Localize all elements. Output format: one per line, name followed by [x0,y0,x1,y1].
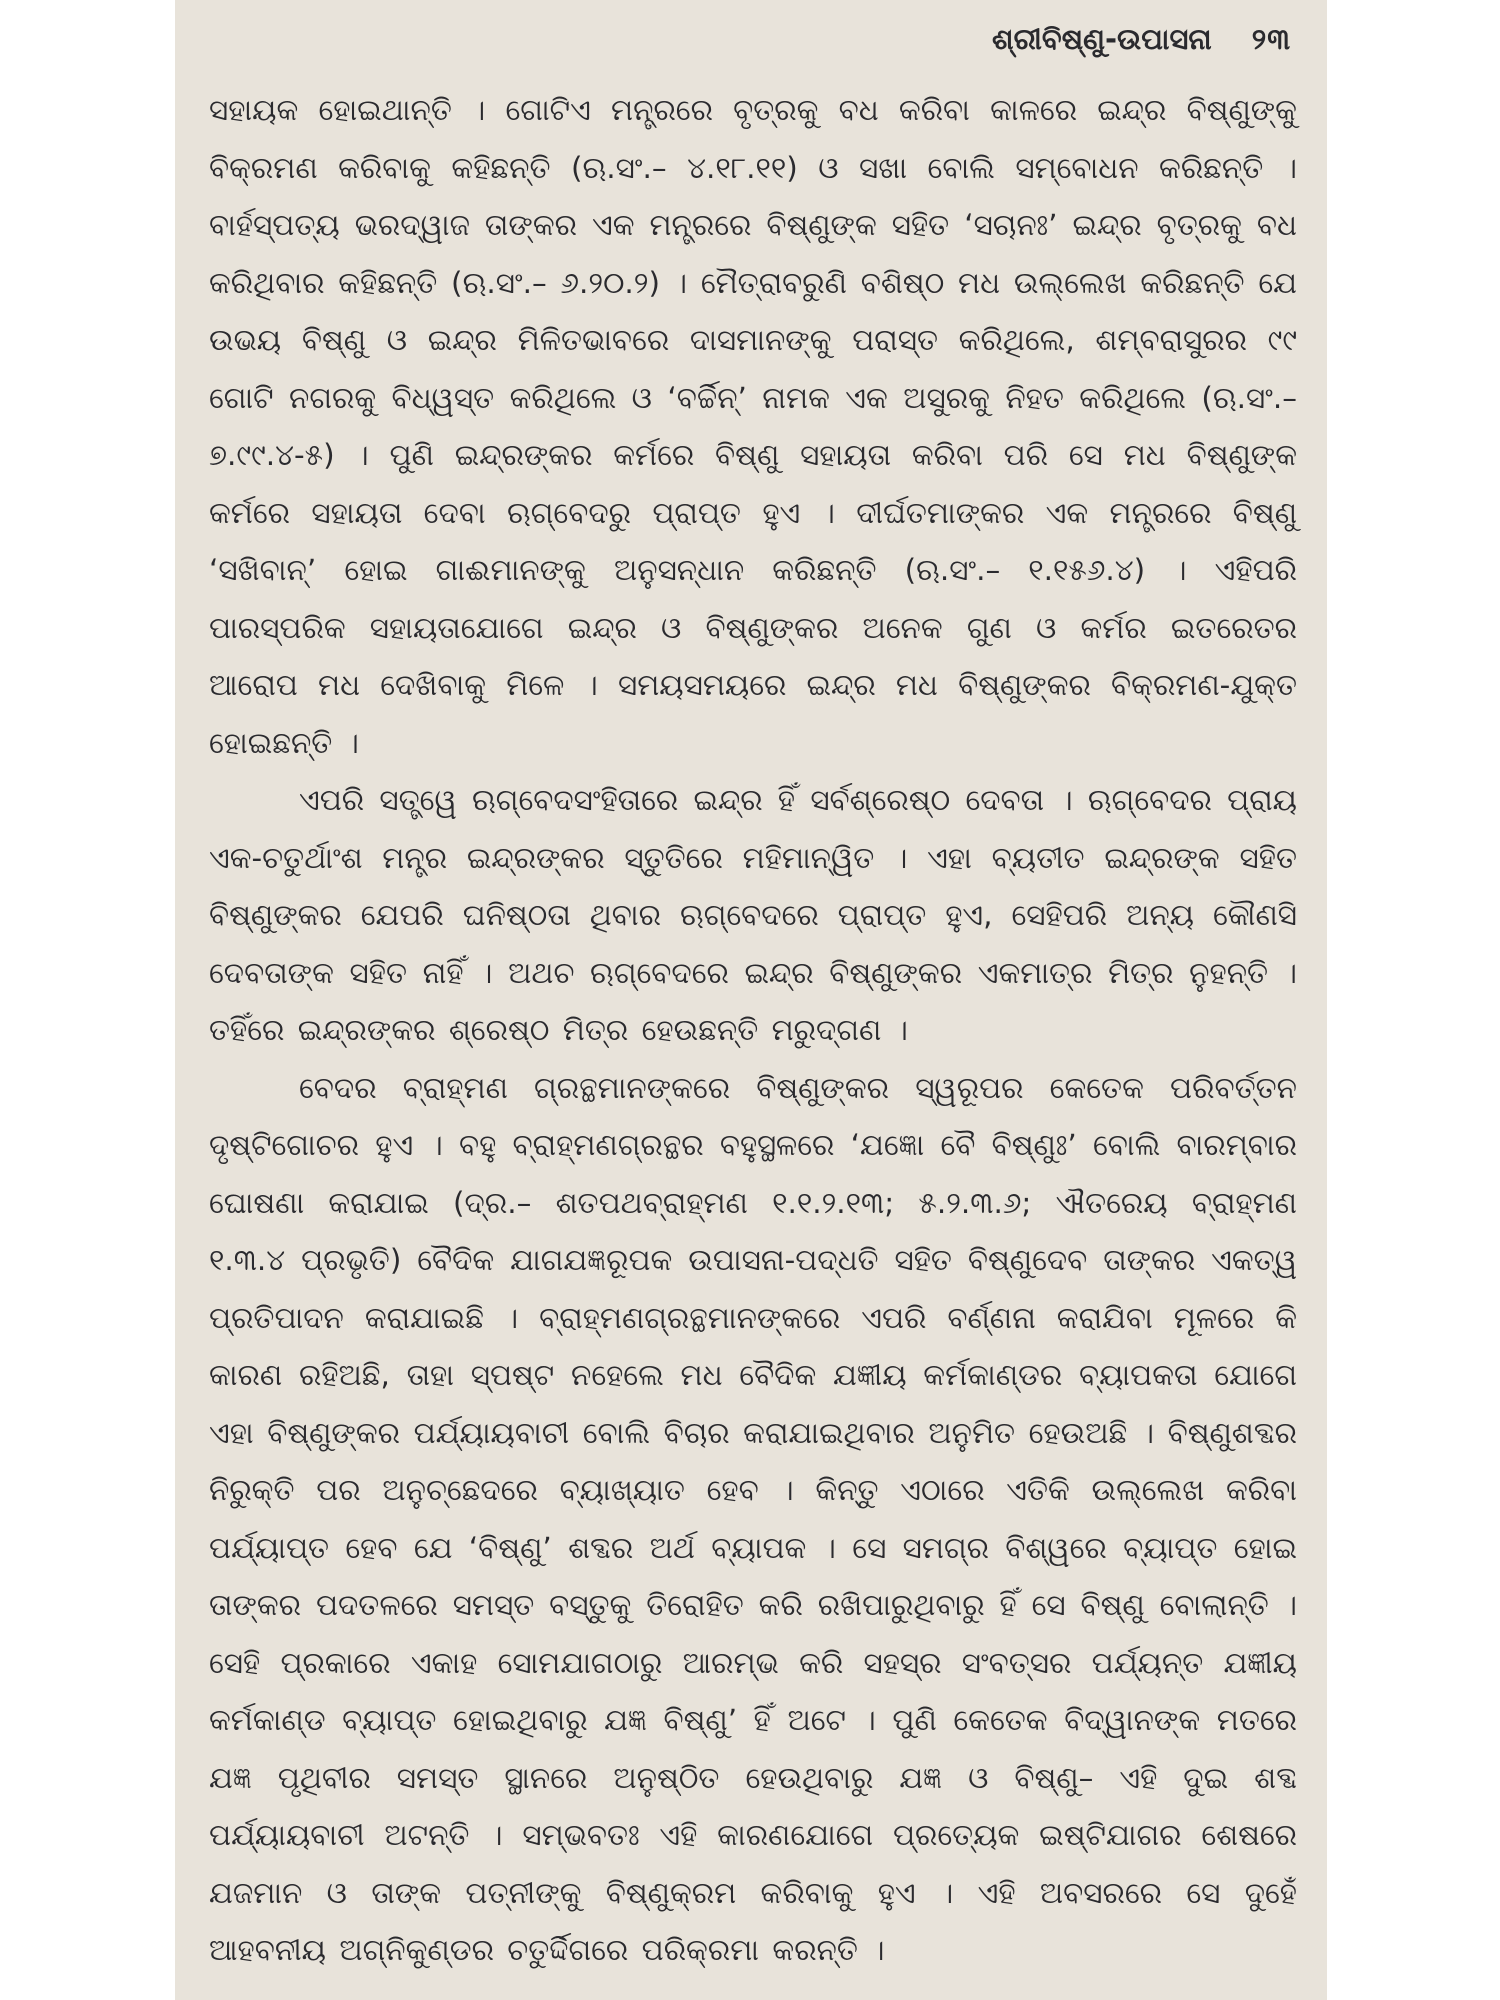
page-number: ୨୩ [1251,22,1291,56]
running-head-title: ଶ୍ରୀବିଷ୍ଣୁ-ଉପାସନା [992,22,1212,56]
book-page [175,0,1327,2000]
running-head [209,22,1297,82]
paragraph-1: ସହାୟକ ହୋଇଥାନ୍ତି । ଗୋଟିଏ ମନ୍ତ୍ରରେ ବୃତ୍ରକୁ ବଧ କରିବା କାଳରେ ଇନ୍ଦ୍ର ବିଷ୍ଣୁଙ୍କୁ ବିକ୍ରମଣ କରିବାକୁ କହିଛନ୍ତି (ଋ.ସଂ.– ୪.୧୮.୧୧) ଓ ସଖା ବୋଲି ସମ୍ବୋଧନ କରିଛନ୍ତି । ବାର୍ହସ୍ପତ୍ୟ ଭରଦ୍ୱାଜ ତାଙ୍କର ଏକ ମନ୍ତ୍ରରେ ବିଷ୍ଣୁଙ୍କ ସହିତ ‘ସଚାନଃ’ ଇନ୍ଦ୍ର ବୃତ୍ରକୁ ବଧ କରିଥିବାର କହିଛନ୍ତି (ଋ.ସଂ.– ୬.୨୦.୨) । ମୈତ୍ରାବରୁଣି ବଶିଷ୍ଠ ମଧ ଉଲ୍ଲେଖ କରିଛନ୍ତି ଯେ ଉଭୟ ବିଷ୍ଣୁ ଓ ଇନ୍ଦ୍ର ମିଳିତଭାବରେ ଦାସମାନଙ୍କୁ ପରାସ୍ତ କରିଥିଲେ, ଶମ୍ବରାସୁରର ୯୯ ଗୋଟି ନଗରକୁ ବିଧ୍ୱସ୍ତ କରିଥିଲେ ଓ ‘ବର୍ଚ୍ଚିନ୍’ ନାମକ ଏକ ଅସୁରକୁ ନିହତ କରିଥିଲେ (ଋ.ସଂ.– ୭.୯୯.୪-୫) । ପୁଣି ଇନ୍ଦ୍ରଙ୍କର କର୍ମରେ ବିଷ୍ଣୁ ସହାୟତା କରିବା ପରି ସେ ମଧ ବିଷ୍ଣୁଙ୍କ କର୍ମରେ ସହାୟତା ଦେବା ଋଗ୍‌ବେଦରୁ ପ୍ରାପ୍ତ ହୁଏ । ଦୀର୍ଘତମାଙ୍କର ଏକ ମନ୍ତ୍ରରେ ବିଷ୍ଣୁ ‘ସଖିବାନ୍’ ହୋଇ ଗାଈମାନଙ୍କୁ ଅନୁସନ୍ଧାନ କରିଛନ୍ତି (ଋ.ସଂ.– ୧.୧୫୬.୪) । ଏହିପରି ପାରସ୍ପରିକ ସହାୟତାଯୋଗେ ଇନ୍ଦ୍ର ଓ ବିଷ୍ଣୁଙ୍କର ଅନେକ ଗୁଣ ଓ କର୍ମର ଇତରେତର ଆରୋପ ମଧ ଦେଖିବାକୁ ମିଳେ । ସମୟସମୟରେ ଇନ୍ଦ୍ର ମଧ ବିଷ୍ଣୁଙ୍କର ବିକ୍ରମଣ-ଯୁକ୍ତ ହୋଇଛନ୍ତି । [209,93,1297,760]
paragraph-2: ଏପରି ସତ୍ତ୍ୱେ ଋଗ୍‌ବେଦସଂହିତାରେ ଇନ୍ଦ୍ର ହିଁ ସର୍ବଶ୍ରେଷ୍ଠ ଦେବତା । ଋଗ୍‌ବେଦର ପ୍ରାୟ ଏକ-ଚତୁର୍ଥାଂଶ ମନ୍ତ୍ର ଇନ୍ଦ୍ରଙ୍କର ସ୍ତୁତିରେ ମହିମାନ୍ୱିତ । ଏହା ବ୍ୟତୀତ ଇନ୍ଦ୍ରଙ୍କ ସହିତ ବିଷ୍ଣୁଙ୍କର ଯେପରି ଘନିଷ୍ଠତା ଥିବାର ଋଗ୍‌ବେଦରେ ପ୍ରାପ୍ତ ହୁଏ, ସେହିପରି ଅନ୍ୟ କୌଣସି ଦେବତାଙ୍କ ସହିତ ନାହିଁ । ଅଥଚ ଋଗ୍‌ବେଦରେ ଇନ୍ଦ୍ର ବିଷ୍ଣୁଙ୍କର ଏକମାତ୍ର ମିତ୍ର ନୁହନ୍ତି । ତହିଁରେ ଇନ୍ଦ୍ରଙ୍କର ଶ୍ରେଷ୍ଠ ମିତ୍ର ହେଉଛନ୍ତି ମରୁଦ୍‌ଗଣ । [209,783,1297,1047]
paragraph-3: ବେଦର ବ୍ରାହ୍ମଣ ଗ୍ରନ୍ଥମାନଙ୍କରେ ବିଷ୍ଣୁଙ୍କର ସ୍ୱରୂପର କେତେକ ପରିବର୍ତ୍ତନ ଦୃଷ୍ଟିଗୋଚର ହୁଏ । ବହୁ ବ୍ରାହ୍ମଣଗ୍ରନ୍ଥର ବହୁସ୍ଥଳରେ ‘ଯଜ୍ଞୋ ବୈ ବିଷ୍ଣୁଃ’ ବୋଲି ବାରମ୍ବାର ଘୋଷଣା କରାଯାଇ (ଦ୍ର.– ଶତପଥବ୍ରାହ୍ମଣ ୧.୧.୨.୧୩; ୫.୨.୩.୬; ଐତରେୟ ବ୍ରାହ୍ମଣ ୧.୩.୪ ପ୍ରଭୃତି) ବୈଦିକ ଯାଗଯଜ୍ଞରୂପକ ଉପାସନା-ପଦ୍ଧତି ସହିତ ବିଷ୍ଣୁଦେବ ତାଙ୍କର ଏକତ୍ୱ ପ୍ରତିପାଦନ କରାଯାଇଛି । ବ୍ରାହ୍ମଣଗ୍ରନ୍ଥମାନଙ୍କରେ ଏପରି ବର୍ଣ୍ଣନା କରାଯିବା ମୂଳରେ କି କାରଣ ରହିଅଛି, ତାହା ସ୍ପଷ୍ଟ ନହେଲେ ମଧ ବୈଦିକ ଯଜ୍ଞୀୟ କର୍ମକାଣ୍ଡର ବ୍ୟାପକତା ଯୋଗେ ଏହା ବିଷ୍ଣୁଙ୍କର ପର୍ଯ୍ୟାୟବାଚୀ ବୋଲି ବିଚାର କରାଯାଇଥିବାର ଅନୁମିତ ହେଉଅଛି । ବିଷ୍ଣୁଶବ୍ଦର ନିରୁକ୍ତି ପର ଅନୁଚ୍ଛେଦରେ ବ୍ୟାଖ୍ୟାତ ହେବ । କିନ୍ତୁ ଏଠାରେ ଏତିକି ଉଲ୍ଲେଖ କରିବା ପର୍ଯ୍ୟାପ୍ତ ହେବ ଯେ ‘ବିଷ୍ଣୁ’ ଶବ୍ଦର ଅର୍ଥ ବ୍ୟାପକ । ସେ ସମଗ୍ର ବିଶ୍ୱରେ ବ୍ୟାପ୍ତ ହୋଇ ତାଙ୍କର ପଦତଳରେ ସମସ୍ତ ବସ୍ତୁକୁ ତିରୋହିତ କରି ରଖିପାରୁଥିବାରୁ ହିଁ ସେ ବିଷ୍ଣୁ ବୋଲାନ୍ତି । ସେହି ପ୍ରକାରେ ଏକାହ ସୋମଯାଗଠାରୁ ଆରମ୍ଭ କରି ସହସ୍ର ସଂବତ୍ସର ପର୍ଯ୍ୟନ୍ତ ଯଜ୍ଞୀୟ କର୍ମକାଣ୍ଡ ବ୍ୟାପ୍ତ ହୋଇଥିବାରୁ ଯଜ୍ଞ ବିଷ୍ଣୁ’ ହିଁ ଅଟେ । ପୁଣି କେତେକ ବିଦ୍ୱାନଙ୍କ ମତରେ ଯଜ୍ଞ ପୃଥିବୀର ସମସ୍ତ ସ୍ଥାନରେ ଅନୁଷ୍ଠିତ ହେଉଥିବାରୁ ଯଜ୍ଞ ଓ ବିଷ୍ଣୁ– ଏହି ଦୁଇ ଶବ୍ଦ ପର୍ଯ୍ୟାୟବାଚୀ ଅଟନ୍ତି । ସମ୍ଭବତଃ ଏହି କାରଣଯୋଗେ ପ୍ରତ୍ୟେକ ଇଷ୍ଟିଯାଗର ଶେଷରେ ଯଜମାନ ଓ ତାଙ୍କ ପତ୍ନୀଙ୍କୁ ବିଷ୍ଣୁକ୍ରମ କରିବାକୁ ହୁଏ । ଏହି ଅବସରରେ ସେ ଦୁହେଁ ଆହବନୀୟ ଅଗ୍ନିକୁଣ୍ଡର ଚତୁର୍ଦ୍ଦିଗରେ ପରିକ୍ରମା କରନ୍ତି । [209,1070,1297,1967]
body-text [209,82,1297,1980]
